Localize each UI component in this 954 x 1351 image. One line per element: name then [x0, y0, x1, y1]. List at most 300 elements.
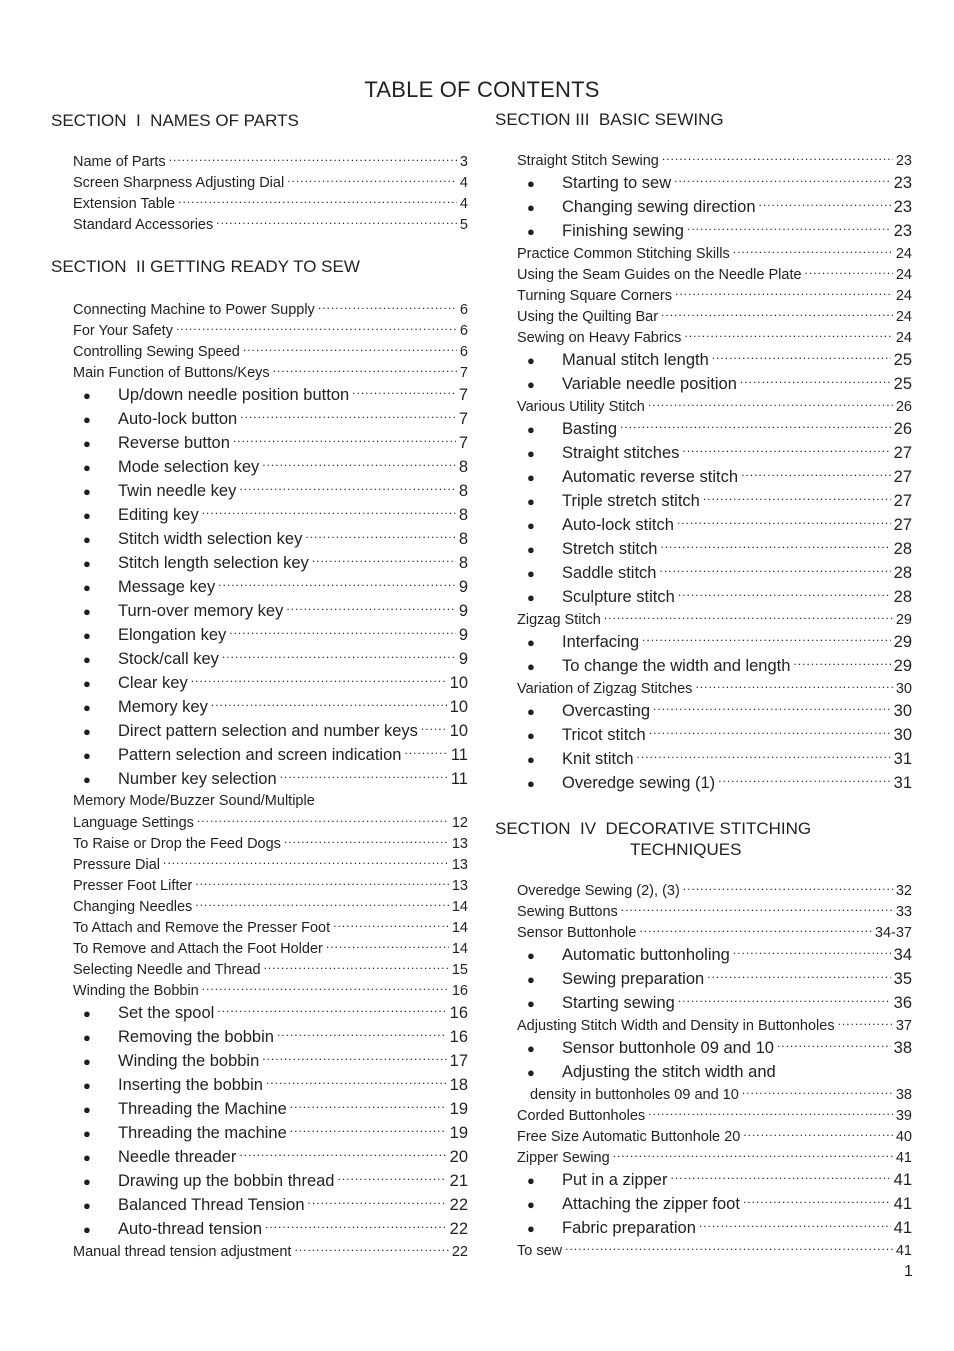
entry-title: Number key selection [118, 770, 277, 788]
page-number: 16 [449, 1028, 468, 1046]
bullet-icon: ● [527, 566, 535, 581]
page-number: 7 [458, 386, 468, 404]
entry-title: Automatic reverse stitch [562, 468, 739, 486]
section-entries [517, 880, 912, 1261]
dot-leader [218, 576, 456, 593]
dot-leader [286, 600, 455, 617]
dot-leader [675, 285, 893, 300]
section-heading: SECTION III BASIC SEWING [495, 110, 724, 129]
entry-title: Connecting Machine to Power Supply [73, 301, 315, 318]
entry-title: Reverse button [118, 434, 230, 452]
bullet-icon: ● [527, 1041, 535, 1056]
bullet-icon: ● [83, 748, 91, 763]
bullet-icon: ● [527, 752, 535, 767]
page-number: 34-37 [874, 924, 912, 941]
dot-leader [682, 442, 890, 459]
page-number: 6 [459, 343, 468, 360]
page-number: 33 [895, 903, 912, 920]
entry-title: Pressure Dial [73, 856, 161, 873]
dot-leader [703, 490, 891, 507]
entry-title: Needle threader [118, 1148, 237, 1166]
entry-title: Auto-thread tension [118, 1220, 263, 1238]
page-number: 27 [893, 468, 912, 486]
dot-leader [565, 1240, 893, 1255]
page-number: 38 [893, 1039, 912, 1057]
bullet-icon: ● [83, 556, 91, 571]
toc-entry [517, 967, 912, 991]
entry-title: Starting sewing [562, 994, 675, 1012]
entry-title: Stitch length selection key [118, 554, 309, 572]
entry-title: Various Utility Stitch [517, 398, 645, 415]
dot-leader [639, 922, 872, 937]
dot-leader [620, 418, 891, 435]
toc-entry [73, 1217, 468, 1241]
toc-entry [73, 938, 468, 959]
bullet-icon: ● [527, 948, 535, 963]
entry-title: Using the Quilting Bar [517, 308, 659, 325]
dot-leader [284, 833, 449, 848]
toc-entry [73, 341, 468, 362]
toc-entry [73, 362, 468, 383]
entry-title: Message key [118, 578, 216, 596]
toc-entry [517, 1216, 912, 1240]
dot-leader [280, 768, 448, 785]
page-number: 41 [893, 1171, 912, 1189]
bullet-icon: ● [527, 200, 535, 215]
entry-title: Triple stretch stitch [562, 492, 700, 510]
page-number: 41 [893, 1219, 912, 1237]
page-number: 12 [451, 814, 468, 831]
dot-leader [712, 349, 891, 366]
bullet-icon: ● [527, 1065, 535, 1080]
page-number: 30 [893, 726, 912, 744]
toc-entry [73, 193, 468, 214]
toc-entry [73, 1193, 468, 1217]
dot-leader [678, 586, 891, 603]
dot-leader [308, 1194, 447, 1211]
entry-title: Manual thread tension adjustment [73, 1243, 292, 1260]
toc-entry [517, 1192, 912, 1216]
entry-title: Variable needle position [562, 375, 737, 393]
toc-entry [73, 1121, 468, 1145]
page-number: 26 [893, 420, 912, 438]
toc-entry [73, 551, 468, 575]
bullet-icon: ● [83, 676, 91, 691]
page-number: 8 [458, 482, 468, 500]
toc-entry [73, 1097, 468, 1121]
bullet-icon: ● [527, 704, 535, 719]
entry-title: Variation of Zigzag Stitches [517, 680, 693, 697]
bullet-icon: ● [83, 460, 91, 475]
bullet-icon: ● [83, 652, 91, 667]
toc-entry [73, 1169, 468, 1193]
page-number: 23 [893, 198, 912, 216]
section-entries [73, 151, 468, 235]
page-number: 29 [893, 633, 912, 651]
entry-title: Turn-over memory key [118, 602, 284, 620]
page-number: 29 [893, 657, 912, 675]
entry-title: Direct pattern selection and number keys [118, 722, 418, 740]
toc-entry [73, 479, 468, 503]
page-number: 41 [895, 1149, 912, 1166]
page-number: 13 [451, 877, 468, 894]
dot-leader [318, 299, 457, 314]
dot-leader [264, 959, 449, 974]
dot-leader [233, 432, 456, 449]
toc-entry [517, 372, 912, 396]
toc-entry [73, 647, 468, 671]
dot-leader [653, 700, 891, 717]
toc-entry [517, 1015, 912, 1036]
page-number: 8 [458, 506, 468, 524]
page-number: 13 [451, 835, 468, 852]
toc-entry [73, 1241, 468, 1262]
dot-leader [604, 609, 893, 624]
section-heading: SECTION II GETTING READY TO SEW [51, 257, 360, 276]
entry-title: Name of Parts [73, 153, 166, 170]
toc-entry [73, 743, 468, 767]
toc-entry [517, 654, 912, 678]
toc-entry [517, 195, 912, 219]
bullet-icon: ● [83, 724, 91, 739]
bullet-icon: ● [83, 1006, 91, 1021]
dot-leader [742, 1084, 893, 1099]
page-number: 13 [451, 856, 468, 873]
dot-leader [741, 466, 891, 483]
dot-leader [421, 720, 447, 737]
toc-entry [73, 503, 468, 527]
entry-title: Auto-lock button [118, 410, 238, 428]
toc-entry [517, 880, 912, 901]
dot-leader [838, 1015, 893, 1030]
dot-leader [290, 1098, 447, 1115]
page-number: 1 [904, 1263, 913, 1280]
bullet-icon: ● [83, 1078, 91, 1093]
toc-entry [73, 671, 468, 695]
entry-title: Memory Mode/Buzzer Sound/Multiple [73, 793, 315, 809]
toc-entry [517, 991, 912, 1015]
entry-title: Set the spool [118, 1004, 215, 1022]
bullet-icon: ● [527, 377, 535, 392]
toc-entry [517, 922, 912, 943]
page-number: 9 [458, 602, 468, 620]
bullet-icon: ● [83, 700, 91, 715]
page-number: 3 [459, 153, 468, 170]
entry-title: Sensor Buttonhole [517, 924, 637, 941]
bullet-icon: ● [83, 508, 91, 523]
dot-leader [707, 968, 890, 985]
page-number: 7 [458, 410, 468, 428]
dot-leader [660, 538, 890, 555]
dot-leader [648, 1105, 893, 1120]
toc-entry [73, 917, 468, 938]
entry-title: Tricot stitch [562, 726, 646, 744]
page-number: 22 [449, 1196, 468, 1214]
toc-entry [73, 1049, 468, 1073]
dot-leader [195, 896, 449, 911]
dot-leader [642, 631, 891, 648]
page-number: 39 [895, 1107, 912, 1124]
toc-entry [73, 455, 468, 479]
dot-leader [687, 220, 891, 237]
dot-leader [404, 744, 447, 761]
dot-leader [648, 396, 893, 411]
toc-entry [73, 1001, 468, 1025]
toc-entry [517, 943, 912, 967]
entry-title: Basting [562, 420, 618, 438]
toc-entry [517, 609, 912, 630]
entry-title: Language Settings [73, 814, 194, 831]
toc-entry [517, 1147, 912, 1168]
dot-leader [662, 150, 893, 165]
dot-leader [659, 562, 890, 579]
page-number: 31 [893, 774, 912, 792]
toc-entry [517, 1126, 912, 1147]
dot-leader [243, 341, 457, 356]
entry-title: Adjusting Stitch Width and Density in Buttonholes [517, 1017, 835, 1034]
page-number: 10 [449, 698, 468, 716]
toc-entry [517, 585, 912, 609]
entry-title: Sensor buttonhole 09 and 10 [562, 1039, 774, 1057]
toc-entry [73, 1145, 468, 1169]
entry-title: Pattern selection and screen indication [118, 746, 402, 764]
entry-title: Screen Sharpness Adjusting Dial [73, 174, 285, 191]
dot-leader [240, 408, 456, 425]
entry-title: Put in a zipper [562, 1171, 668, 1189]
dot-leader [695, 678, 892, 693]
page-number: 22 [449, 1220, 468, 1238]
dot-leader [699, 1217, 891, 1234]
entry-title: Using the Seam Guides on the Needle Plate [517, 266, 802, 283]
page-number: 11 [450, 770, 468, 788]
toc-entry [73, 407, 468, 431]
toc-entry [517, 489, 912, 513]
toc-entry [73, 854, 468, 875]
bullet-icon: ● [83, 1174, 91, 1189]
toc-entry [517, 171, 912, 195]
page-number: 19 [449, 1100, 468, 1118]
page-number: 24 [895, 287, 912, 304]
page-number: 14 [451, 898, 468, 915]
entry-title: Manual stitch length [562, 351, 709, 369]
dot-leader [273, 362, 457, 377]
dot-leader [239, 1146, 446, 1163]
dot-leader [197, 812, 449, 827]
entry-title: Free Size Automatic Buttonhole 20 [517, 1128, 741, 1145]
page-number: 23 [895, 152, 912, 169]
entry-title: Sewing preparation [562, 970, 705, 988]
page-number: 27 [893, 444, 912, 462]
page-number: 28 [893, 564, 912, 582]
toc-entry-continuation [73, 812, 468, 833]
entry-title: To sew [517, 1242, 563, 1259]
toc-entry [517, 1036, 912, 1060]
dot-leader [217, 1002, 446, 1019]
entry-title: Sewing on Heavy Fabrics [517, 329, 682, 346]
toc-entry [73, 875, 468, 896]
toc-entry [73, 172, 468, 193]
bullet-icon: ● [83, 772, 91, 787]
dot-leader [674, 172, 891, 189]
page-number: 29 [895, 611, 912, 628]
page-number: 30 [893, 702, 912, 720]
dot-leader [733, 944, 891, 961]
page-number: 21 [449, 1172, 468, 1190]
toc-entry [73, 896, 468, 917]
toc-entry [517, 630, 912, 654]
toc-entry [517, 396, 912, 417]
entry-title: Inserting the bobbin [118, 1076, 263, 1094]
bullet-icon: ● [83, 1222, 91, 1237]
bullet-icon: ● [83, 532, 91, 547]
page-number: 11 [450, 746, 468, 764]
dot-leader [759, 196, 891, 213]
entry-title: Changing sewing direction [562, 198, 756, 216]
toc-entry [517, 150, 912, 171]
entry-title: Practice Common Stitching Skills [517, 245, 730, 262]
dot-leader [176, 320, 457, 335]
page-title: TABLE OF CONTENTS [364, 77, 600, 102]
dot-leader [265, 1218, 447, 1235]
bullet-icon: ● [83, 1150, 91, 1165]
toc-entry [73, 599, 468, 623]
page-number: 7 [458, 434, 468, 452]
section-entries [517, 150, 912, 795]
dot-leader [290, 1122, 447, 1139]
dot-leader [649, 724, 891, 741]
dot-leader [743, 1126, 893, 1141]
entry-title: density in buttonholes 09 and 10 [530, 1086, 739, 1103]
page-number: 4 [459, 174, 468, 191]
toc-entry [517, 219, 912, 243]
bullet-icon: ● [527, 635, 535, 650]
dot-leader [337, 1170, 446, 1187]
page-number: 10 [449, 674, 468, 692]
bullet-icon: ● [527, 224, 535, 239]
entry-title: Threading the machine [118, 1124, 287, 1142]
entry-title: Editing key [118, 506, 199, 524]
entry-title: Presser Foot Lifter [73, 877, 193, 894]
bullet-icon: ● [527, 659, 535, 674]
dot-leader [202, 504, 456, 521]
toc-entry [517, 537, 912, 561]
dot-leader [202, 980, 449, 995]
entry-title: Overedge sewing (1) [562, 774, 716, 792]
entry-title: To Raise or Drop the Feed Dogs [73, 835, 281, 852]
page-number: 9 [458, 626, 468, 644]
toc-entry [73, 959, 468, 980]
entry-title: Controlling Sewing Speed [73, 343, 240, 360]
entry-title: Threading the Machine [118, 1100, 287, 1118]
toc-entry [517, 699, 912, 723]
page-number: 30 [895, 680, 912, 697]
dot-leader [287, 172, 457, 187]
toc-entry [73, 575, 468, 599]
page-number: 17 [449, 1052, 468, 1070]
dot-leader [637, 748, 891, 765]
bullet-icon: ● [83, 388, 91, 403]
page-number: 18 [449, 1076, 468, 1094]
page-number: 41 [895, 1242, 912, 1259]
page-number: 23 [893, 222, 912, 240]
dot-leader [163, 854, 449, 869]
page-number: 15 [451, 961, 468, 978]
toc-entry [73, 833, 468, 854]
toc-entry [517, 561, 912, 585]
dot-leader [678, 992, 891, 1009]
entry-title: Main Function of Buttons/Keys [73, 364, 270, 381]
page-number: 31 [893, 750, 912, 768]
page-number: 24 [895, 329, 912, 346]
entry-title: Straight stitches [562, 444, 680, 462]
page-number: 27 [893, 492, 912, 510]
page-number: 26 [895, 398, 912, 415]
entry-title: Selecting Needle and Thread [73, 961, 261, 978]
entry-title: Zipper Sewing [517, 1149, 610, 1166]
entry-title: Mode selection key [118, 458, 260, 476]
right-column [495, 109, 912, 1261]
dot-leader [222, 648, 456, 665]
entry-title: Knit stitch [562, 750, 634, 768]
page-number: 41 [893, 1195, 912, 1213]
page-number: 24 [895, 308, 912, 325]
dot-leader [169, 151, 457, 166]
toc-entry [517, 1240, 912, 1261]
toc-entry [73, 980, 468, 1001]
entry-title: Standard Accessories [73, 216, 214, 233]
entry-title: Clear key [118, 674, 188, 692]
toc-entry [73, 151, 468, 172]
toc-entry [73, 767, 468, 791]
toc-entry [517, 747, 912, 771]
toc-entry [73, 695, 468, 719]
section-heading: SECTION I NAMES OF PARTS [51, 111, 299, 130]
dot-leader [352, 384, 456, 401]
page-number: 37 [895, 1017, 912, 1034]
page-number: 35 [893, 970, 912, 988]
toc-entry [517, 678, 912, 699]
bullet-icon: ● [83, 628, 91, 643]
dot-leader [191, 672, 447, 689]
dot-leader [740, 373, 891, 390]
entry-title: Turning Square Corners [517, 287, 673, 304]
bullet-icon: ● [527, 1221, 535, 1236]
page-number: 7 [459, 364, 468, 381]
entry-title: Winding the Bobbin [73, 982, 199, 999]
entry-title: Overedge Sewing (2), (3) [517, 882, 680, 899]
page-number: 28 [893, 540, 912, 558]
bullet-icon: ● [527, 590, 535, 605]
entry-title: Fabric preparation [562, 1219, 696, 1237]
entry-title: Changing Needles [73, 898, 193, 915]
page-number: 14 [451, 919, 468, 936]
toc-entry [73, 431, 468, 455]
page-number: 5 [459, 216, 468, 233]
bullet-icon: ● [527, 542, 535, 557]
entry-title: Interfacing [562, 633, 640, 651]
toc-entry [517, 1105, 912, 1126]
entry-title: Attaching the zipper foot [562, 1195, 740, 1213]
page-number: 8 [458, 554, 468, 572]
toc-entry [73, 299, 468, 320]
toc-entry [73, 214, 468, 235]
dot-leader [683, 880, 893, 895]
page-number: 16 [451, 982, 468, 999]
page-number: 38 [895, 1086, 912, 1103]
toc-entry [517, 264, 912, 285]
page-number: 20 [449, 1148, 468, 1166]
dot-leader [684, 327, 892, 342]
